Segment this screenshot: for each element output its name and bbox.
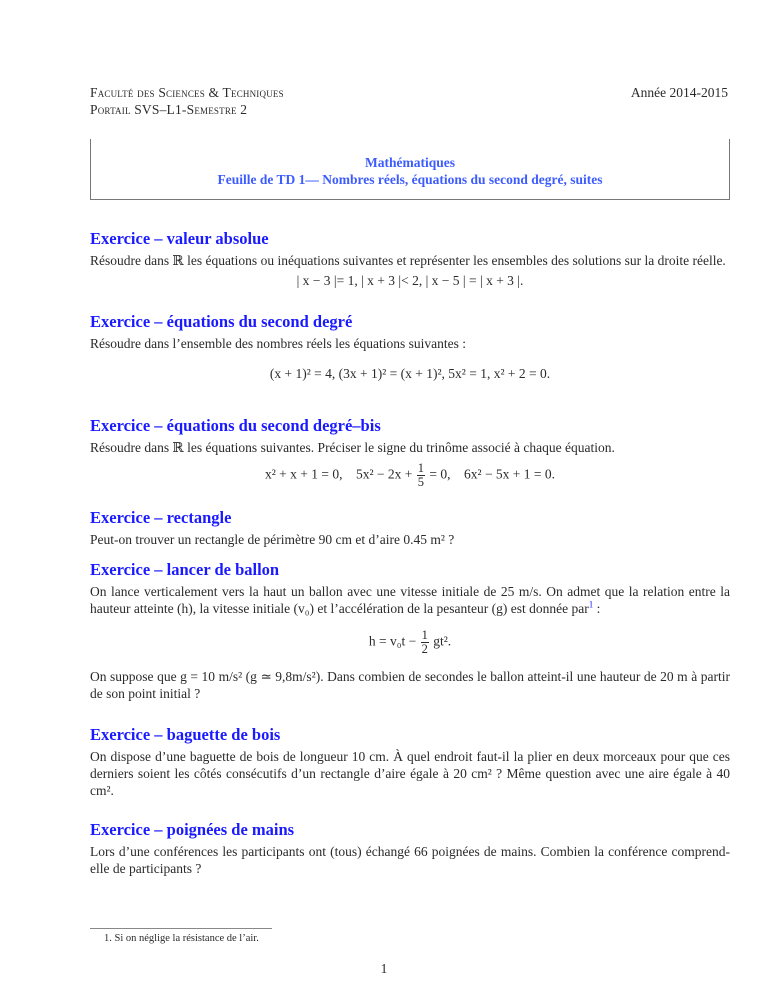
- exercise-ball-throw: [90, 560, 730, 702]
- exercise-text: On dispose d’une baguette de bois de longueur 10 cm. À quel endroit faut-il la plier en deux morceaux pour que ces derniers soient les côtés consécutifs d’un rectangle d’aire égale à 20 cm² ? Même question avec une aire égale à 40 cm².: [90, 749, 730, 798]
- exercise-text: Résoudre dans ℝ les équations suivantes. Préciser le signe du trinôme associé à chaque équation.: [90, 440, 615, 455]
- fraction: [417, 462, 425, 489]
- fraction-numerator: 1: [417, 461, 425, 475]
- exercise-heading: Exercice – équations du second degré–bis: [90, 416, 381, 435]
- equation-prefix: h = v₀t −: [368, 633, 417, 649]
- equation-3: 6x² − 5x + 1 = 0.: [464, 466, 556, 482]
- exercise-math: [90, 629, 730, 656]
- exercise-heading: Exercice – poignées de mains: [90, 820, 295, 839]
- exercise-text-2: On suppose que g = 10 m/s² (g ≃ 9,8m/s²). Dans combien de secondes le ballon atteint-il une hauteur de 20 m à partir de son point initial ?: [90, 669, 730, 701]
- footnote: 1. Si on néglige la résistance de l’air.: [104, 933, 259, 944]
- exercise-text-end: :: [593, 601, 601, 616]
- equation-suffix: gt².: [433, 633, 452, 649]
- exercise-text: Lors d’une conférences les participants ont (tous) échangé 66 poignées de mains. Combien la conférence comprend-elle de participants ?: [90, 844, 730, 876]
- footnote-reference[interactable]: 1: [588, 599, 594, 610]
- page-number: 1: [380, 961, 388, 976]
- exercise-quadratic-bis: [90, 416, 730, 489]
- exercise-absolute-value: [90, 229, 730, 289]
- exercise-handshakes: [90, 820, 730, 877]
- exercise-math: [90, 462, 730, 489]
- program-name: Portail SVS–L1-Semestre 2: [90, 102, 248, 117]
- worksheet-title: Feuille de TD 1— Nombres réels, équations du second degré, suites: [217, 172, 603, 187]
- faculty-name: Faculté des Sciences & Techniques: [90, 85, 284, 100]
- exercise-text: [90, 583, 730, 617]
- exercise-heading: Exercice – baguette de bois: [90, 725, 281, 744]
- exercise-math: (x + 1)² = 4, (3x + 1)² = (x + 1)², 5x² = 1, x² + 2 = 0.: [269, 366, 551, 381]
- exercise-heading: Exercice – valeur absolue: [90, 229, 269, 248]
- exercise-rectangle: [90, 508, 730, 548]
- exercise-text-body: On lance verticalement vers la haut un ballon avec une vitesse initiale de 25 m/s. On admet que la relation entre la hauteur atteinte (h), la vitesse initiale (v₀) et l’accélération de la pesanteur (g) est donnée par: [90, 584, 730, 616]
- exercise-wood-stick: [90, 725, 730, 799]
- exercise-text: Résoudre dans l’ensemble des nombres réels les équations suivantes :: [90, 336, 467, 351]
- institution-header: [90, 84, 284, 118]
- exercise-quadratic: [90, 312, 730, 382]
- subject-title: Mathématiques: [365, 155, 455, 170]
- academic-year: Année 2014-2015: [630, 85, 728, 100]
- exercise-heading: Exercice – équations du second degré: [90, 312, 353, 331]
- exercise-heading: Exercice – lancer de ballon: [90, 560, 280, 579]
- equation-2-suffix: = 0,: [429, 466, 451, 482]
- title-box: [90, 139, 730, 200]
- fraction-denominator: 5: [417, 475, 425, 489]
- exercise-text: Peut-on trouver un rectangle de périmètre 90 cm et d’aire 0.45 m² ?: [90, 532, 455, 547]
- fraction: [421, 629, 429, 656]
- equation-2-prefix: 5x² − 2x +: [355, 466, 413, 482]
- fraction-numerator: 1: [421, 628, 428, 642]
- exercise-math: | x − 3 |= 1, | x + 3 |< 2, | x − 5 | = | x + 3 |.: [296, 273, 524, 288]
- equation-1: x² + x + 1 = 0,: [264, 466, 343, 482]
- exercise-text: Résoudre dans ℝ les équations ou inéquations suivantes et représenter les ensembles des solutions sur la droite réelle.: [90, 253, 726, 268]
- fraction-denominator: 2: [421, 642, 428, 656]
- footnote-divider: [90, 928, 272, 929]
- exercise-heading: Exercice – rectangle: [90, 508, 232, 527]
